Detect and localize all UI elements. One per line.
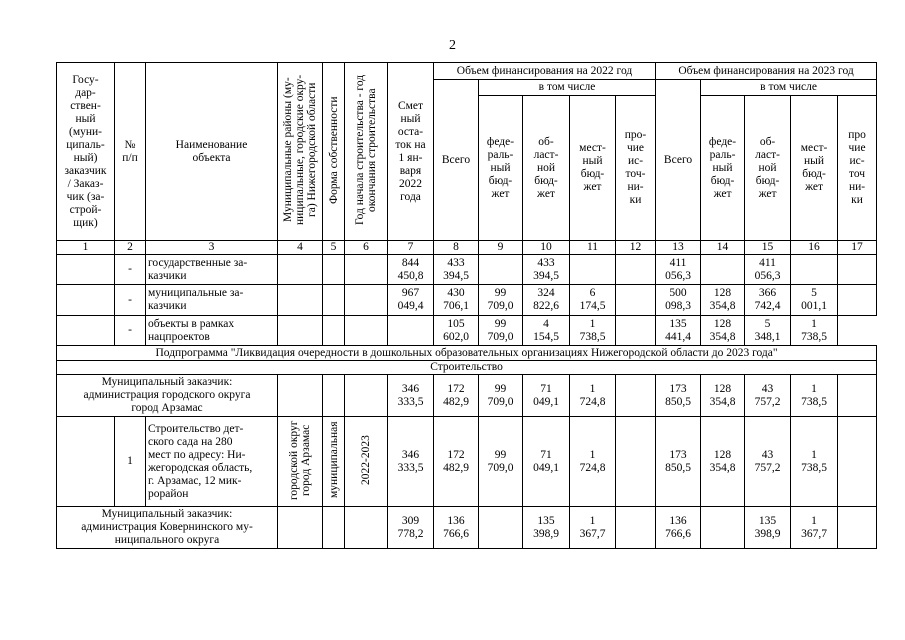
cell-dash: - [115,285,146,316]
cell: 172 482,9 [434,375,479,417]
object-ownership: муниципальная [323,417,345,507]
cell: 128 354,8 [701,417,745,507]
object-number: 1 [115,417,146,507]
header-districts: Муниципальные районы (му-ниципальные, городские окру-га) Нижегородской области [278,63,323,241]
cell: 99 709,0 [479,316,523,346]
cell: 172 482,9 [434,417,479,507]
cell: 433 394,5 [523,255,570,285]
cell: 99 709,0 [479,417,523,507]
cell: 71 049,1 [523,375,570,417]
header-incl-2023: в том числе [701,80,877,96]
header-regional-2022: об- ласт- ной бюд- жет [523,96,570,241]
cell: 1 367,7 [791,507,838,549]
col-number: 13 [656,241,701,255]
cell: 105 602,0 [434,316,479,346]
header-regional-2023: об- ласт- ной бюд- жет [745,96,791,241]
cell: 430 706,1 [434,285,479,316]
subprogram-row [57,346,877,361]
section-title: Строительство [57,361,877,375]
cell: 5 348,1 [745,316,791,346]
cell: 1 724,8 [570,375,616,417]
col-number: 15 [745,241,791,255]
table-row [57,316,877,346]
cell: 1 367,7 [570,507,616,549]
row-label: муниципальные за- казчики [146,285,278,316]
cell: 1 738,5 [570,316,616,346]
header-other-2023: про чие ис- точ ни- ки [838,96,877,241]
col-number: 1 [57,241,115,255]
header-ownership: Форма собственности [323,63,345,241]
financing-table [56,62,877,549]
cell: 1 724,8 [570,417,616,507]
cell: 135 398,9 [745,507,791,549]
page-number: 2 [449,38,456,53]
col-number: 9 [479,241,523,255]
col-number: 14 [701,241,745,255]
col-number: 5 [323,241,345,255]
cell: 967 049,4 [388,285,434,316]
header-incl-2022: в том числе [479,80,656,96]
cell: 309 778,2 [388,507,434,549]
header-years: Год начала строительства - год окончания строительства [345,63,388,241]
header-federal-2023: феде- раль- ный бюд- жет [701,96,745,241]
cell: 1 738,5 [791,375,838,417]
cell: 135 398,9 [523,507,570,549]
cell: 411 056,3 [656,255,701,285]
cell: 411 056,3 [745,255,791,285]
cell: 136 766,6 [656,507,701,549]
col-number: 7 [388,241,434,255]
cell: 99 709,0 [479,375,523,417]
cell: 4 154,5 [523,316,570,346]
cell: 173 850,5 [656,417,701,507]
cell-dash: - [115,316,146,346]
cell: 173 850,5 [656,375,701,417]
cell: 346 333,5 [388,375,434,417]
col-number: 6 [345,241,388,255]
table-row [57,417,877,507]
header-local-2022: мест- ный бюд- жет [570,96,616,241]
cell: 43 757,2 [745,375,791,417]
cell: 135 441,4 [656,316,701,346]
cell: 433 394,5 [434,255,479,285]
cell: 99 709,0 [479,285,523,316]
cell: 136 766,6 [434,507,479,549]
cell: 346 333,5 [388,417,434,507]
header-num: № п/п [115,63,146,241]
col-number: 16 [791,241,838,255]
col-number: 2 [115,241,146,255]
cell-dash: - [115,255,146,285]
header-total-2022: Всего [434,80,479,241]
column-numbers-row [57,241,877,255]
cell: 844 450,8 [388,255,434,285]
cell: 43 757,2 [745,417,791,507]
cell: 1 738,5 [791,417,838,507]
cell: 1 738,5 [791,316,838,346]
object-name: Строительство дет- ского сада на 280 мест по адресу: Ни- жегородская область, г. Арзамас, 12 мик- рорайон [146,417,278,507]
cell: 324 822,6 [523,285,570,316]
customer-label: Муниципальный заказчик: администрация городского округа город Арзамас [57,375,278,417]
col-number: 12 [616,241,656,255]
cell: 128 354,8 [701,285,745,316]
header-object-name: Наименование объекта [146,63,278,241]
cell: 71 049,1 [523,417,570,507]
cell: 6 174,5 [570,285,616,316]
table-row [57,255,877,285]
header-other-2022: про- чие ис- точ- ни- ки [616,96,656,241]
cell: 366 742,4 [745,285,791,316]
object-years: 2022-2023 [345,417,388,507]
object-district: городской округ город Арзамас [278,417,323,507]
subprogram-title: Подпрограмма "Ликвидация очередности в дошкольных образовательных организациях Нижегородской области до 2023 года" [57,346,877,361]
table-row [57,375,877,417]
col-number: 8 [434,241,479,255]
header-customer: Госу- дар- ствен- ный (муни- ципаль- ный) заказчик / Заказ- чик (за- строй- щик) [57,63,115,241]
header-federal-2022: феде- раль- ный бюд- жет [479,96,523,241]
row-label: государственные за- казчики [146,255,278,285]
cell: 128 354,8 [701,375,745,417]
section-row [57,361,877,375]
col-number: 3 [146,241,278,255]
header-local-2023: мест- ный бюд- жет [791,96,838,241]
table-row [57,507,877,549]
col-number: 11 [570,241,616,255]
table-row [57,285,877,316]
customer-label: Муниципальный заказчик: администрация Ковернинского му- ниципального округа [57,507,278,549]
header-fin-2023: Объем финансирования на 2023 год [656,63,877,80]
cell: 5 001,1 [791,285,838,316]
cell: 128 354,8 [701,316,745,346]
col-number: 4 [278,241,323,255]
header-fin-2022: Объем финансирования на 2022 год [434,63,656,80]
col-number: 10 [523,241,570,255]
row-label: объекты в рамках нацпроектов [146,316,278,346]
header-estimate: Смет ный оста- ток на 1 ян- варя 2022 года [388,63,434,241]
header-total-2023: Всего [656,80,701,241]
cell: 500 098,3 [656,285,701,316]
col-number: 17 [838,241,877,255]
